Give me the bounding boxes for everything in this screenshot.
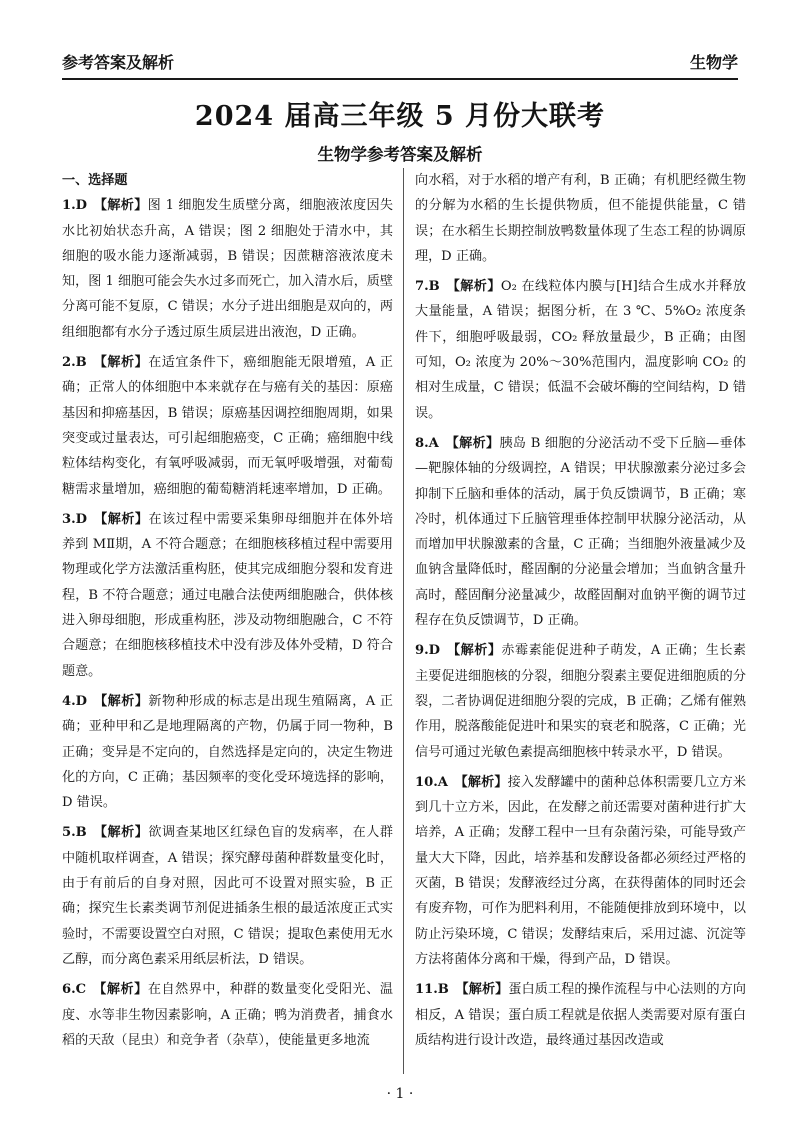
answer-item (62, 193, 393, 345)
answer-text: 图 1 细胞发生质壁分离，细胞液浓度因失水比初始状态升高，A 错误；图 2 细胞处于清水中，其细胞的吸水能力逐渐减弱，B 错误；因蔗糖溶液浓度未知，图 1 细胞可能会失水过多而死亡，加入清水后，质壁分离可能不复原，C 错误；水分子进出细胞是双向的，两组细胞都有水分子透过原生质层进出液泡，D 正确。 (62, 198, 393, 340)
answer-number: 10.A (415, 774, 448, 790)
answer-number: 11.B (415, 982, 449, 998)
analysis-tag: 【解析】 (93, 198, 148, 214)
answer-item (415, 638, 746, 764)
analysis-tag: 【解析】 (445, 435, 500, 451)
answer-number: 2.B (62, 355, 87, 371)
analysis-tag: 【解析】 (92, 982, 148, 998)
answer-text: 欲调查某地区红绿色盲的发病率，在人群中随机取样调查，A 错误；探究酵母菌种群数量变化时，由于有前后的自身对照，因此可不设置对照实验，B 正确；探究生长素类调节剂促进插条生根的最适浓度正式实验时，不需要设置空白对照，C 错误；提取色素使用无水乙醇，而分离色素采用纸层析法，D 错误。 (62, 825, 393, 967)
header-left-label: 参考答案及解析 (62, 53, 175, 72)
answer-text: 新物种形成的标志是出现生殖隔离，A 正确；亚种甲和乙是地理隔离的产物，仍属于同一物种，B 正确；变异是不定向的，自然选择是定向的，决定生物进化的方向，C 正确；基因频率的变化受环境选择的影响，D 错误。 (62, 693, 393, 811)
answer-number: 6.C (62, 982, 87, 998)
exam-subtitle: 生物学参考答案及解析 (317, 145, 483, 164)
analysis-tag: 【解析】 (446, 279, 501, 295)
answer-number: 4.D (62, 693, 88, 709)
answer-item (415, 274, 746, 426)
right-column (415, 168, 746, 1074)
answer-number: 5.B (62, 825, 87, 841)
answer-text: 向水稻，对于水稻的增产有利，B 正确；有机肥经微生物的分解为水稻的生长提供物质，但不能提供能量，C 错误；在水稻生长期控制放鸭数量体现了生态工程的协调原理，D 正确。 (415, 173, 746, 264)
exam-title: 2024 届高三年级 5 月份大联考 (194, 101, 606, 132)
answer-text: 接入发酵罐中的菌种总体积需要几立方米到几十立方米，因此，在发酵之前还需要对菌种进行扩大培养，A 正确；发酵工程中一旦有杂菌污染，可能导致产量大大下降，因此，培养基和发酵设备都必须经过严格的灭菌，B 错误；发酵液经过分离，在获得菌体的同时还会有废弃物，可作为肥料利用，不能随便排放到环境中，以防止污染环境，C 错误；发酵结束后，采用过滤、沉淀等方法将菌体分离和干燥，得到产品，D 错误。 (415, 774, 746, 967)
header-subject-label: 生物学 (689, 53, 738, 72)
answer-item (62, 820, 393, 972)
answer-text: 在自然界中，种群的数量变化受阳光、温度、水等非生物因素影响，A 正确；鸭为消费者，捕食水稻的天敌（昆虫）和竞争者（杂草），使能量更多地流 (62, 982, 393, 1048)
page-number: · 1 · (386, 1086, 414, 1102)
analysis-tag: 【解析】 (93, 355, 149, 371)
answer-text: 胰岛 B 细胞的分泌活动不受下丘脑—垂体—靶腺体轴的分级调控，A 错误；甲状腺激素分泌过多会抑制下丘脑和垂体的活动，属于负反馈调节，B 正确；寒冷时，机体通过下丘脑管理垂体控制甲状腺分泌活动，从而增加甲状腺激素的含量，C 正确；当细胞外液量减少及血钠含量降低时，醛固酮的分泌量会增加；当血钠含量升高时，醛固酮分泌量减少，故醛固酮对血钠平衡的调节过程存在负反馈调节，D 正确。 (415, 435, 746, 629)
answer-text: 在该过程中需要采集卵母细胞并在体外培养到 MⅡ期，A 不符合题意；在细胞核移植过程中需要用物理或化学方法激活重构胚，使其完成细胞分裂和发育进程，B 不符合题意；通过电融合法使两细胞融合，供体核进入卵母细胞，形成重构胚，涉及动物细胞融合，C 不符合题意；在细胞核移植技术中没有涉及体外受精，D 符合题意。 (62, 511, 393, 679)
answer-item (62, 507, 393, 684)
answer-number: 7.B (415, 279, 440, 295)
column-divider (403, 168, 404, 1074)
answer-item (62, 689, 393, 815)
analysis-tag: 【解析】 (93, 511, 149, 527)
analysis-tag: 【解析】 (455, 982, 509, 998)
analysis-tag: 【解析】 (93, 825, 149, 841)
answer-text: 在适宜条件下，癌细胞能无限增殖，A 正确；正常人的体细胞中本来就存在与癌有关的基因：原癌基因和抑癌基因，B 错误；原癌基因调控细胞周期，如果突变或过量表达，可引起细胞癌变，C 正确；癌细胞中线粒体结构变化，有氧呼吸减弱，而无氧呼吸增强，对葡萄糖需求量增加，癌细胞的葡萄糖消耗速率增加，D 正确。 (62, 355, 393, 497)
answer-item (62, 350, 393, 502)
answer-text: 蛋白质工程的操作流程与中心法则的方向相反，A 错误；蛋白质工程就是依据人类需要对原有蛋白质结构进行设计改造，最终通过基因改造或 (415, 982, 746, 1048)
answer-number: 9.D (415, 643, 441, 659)
left-answer-list (62, 193, 393, 1053)
answer-number: 1.D (62, 198, 88, 214)
analysis-tag: 【解析】 (454, 774, 508, 790)
answer-number: 8.A (415, 435, 439, 451)
answer-item (415, 168, 746, 269)
analysis-tag: 【解析】 (93, 693, 149, 709)
answer-item (62, 977, 393, 1053)
answer-number: 3.D (62, 511, 88, 527)
answer-item (415, 770, 746, 972)
right-answer-list (415, 168, 746, 1053)
page-header (62, 44, 738, 80)
answer-text: O₂ 在线粒体内膜与[H]结合生成水并释放大量能量，A 错误；据图分析，在 3 ℃、5%O₂ 浓度条件下，细胞呼吸最弱，CO₂ 释放量最少，B 正确；由图可知，O₂ 浓度为 20%～30%范围内，温度影响 CO₂ 的相对生成量，C 错误；低温不会破坏酶的空间结构，D 错误。 (415, 279, 746, 421)
answer-text: 赤霉素能促进种子萌发，A 正确；生长素主要促进细胞核的分裂，细胞分裂素主要促进细胞质的分裂，二者协调促进细胞分裂的完成，B 正确；乙烯有催熟作用，脱落酸能促进叶和果实的衰老和脱落，C 正确；光信号可通过光敏色素提高细胞核中转录水平，D 错误。 (415, 643, 746, 760)
analysis-tag: 【解析】 (446, 643, 502, 659)
section-heading: 一、选择题 (62, 173, 128, 188)
left-column (62, 168, 393, 1074)
answer-item (415, 431, 746, 633)
answer-item (415, 977, 746, 1053)
